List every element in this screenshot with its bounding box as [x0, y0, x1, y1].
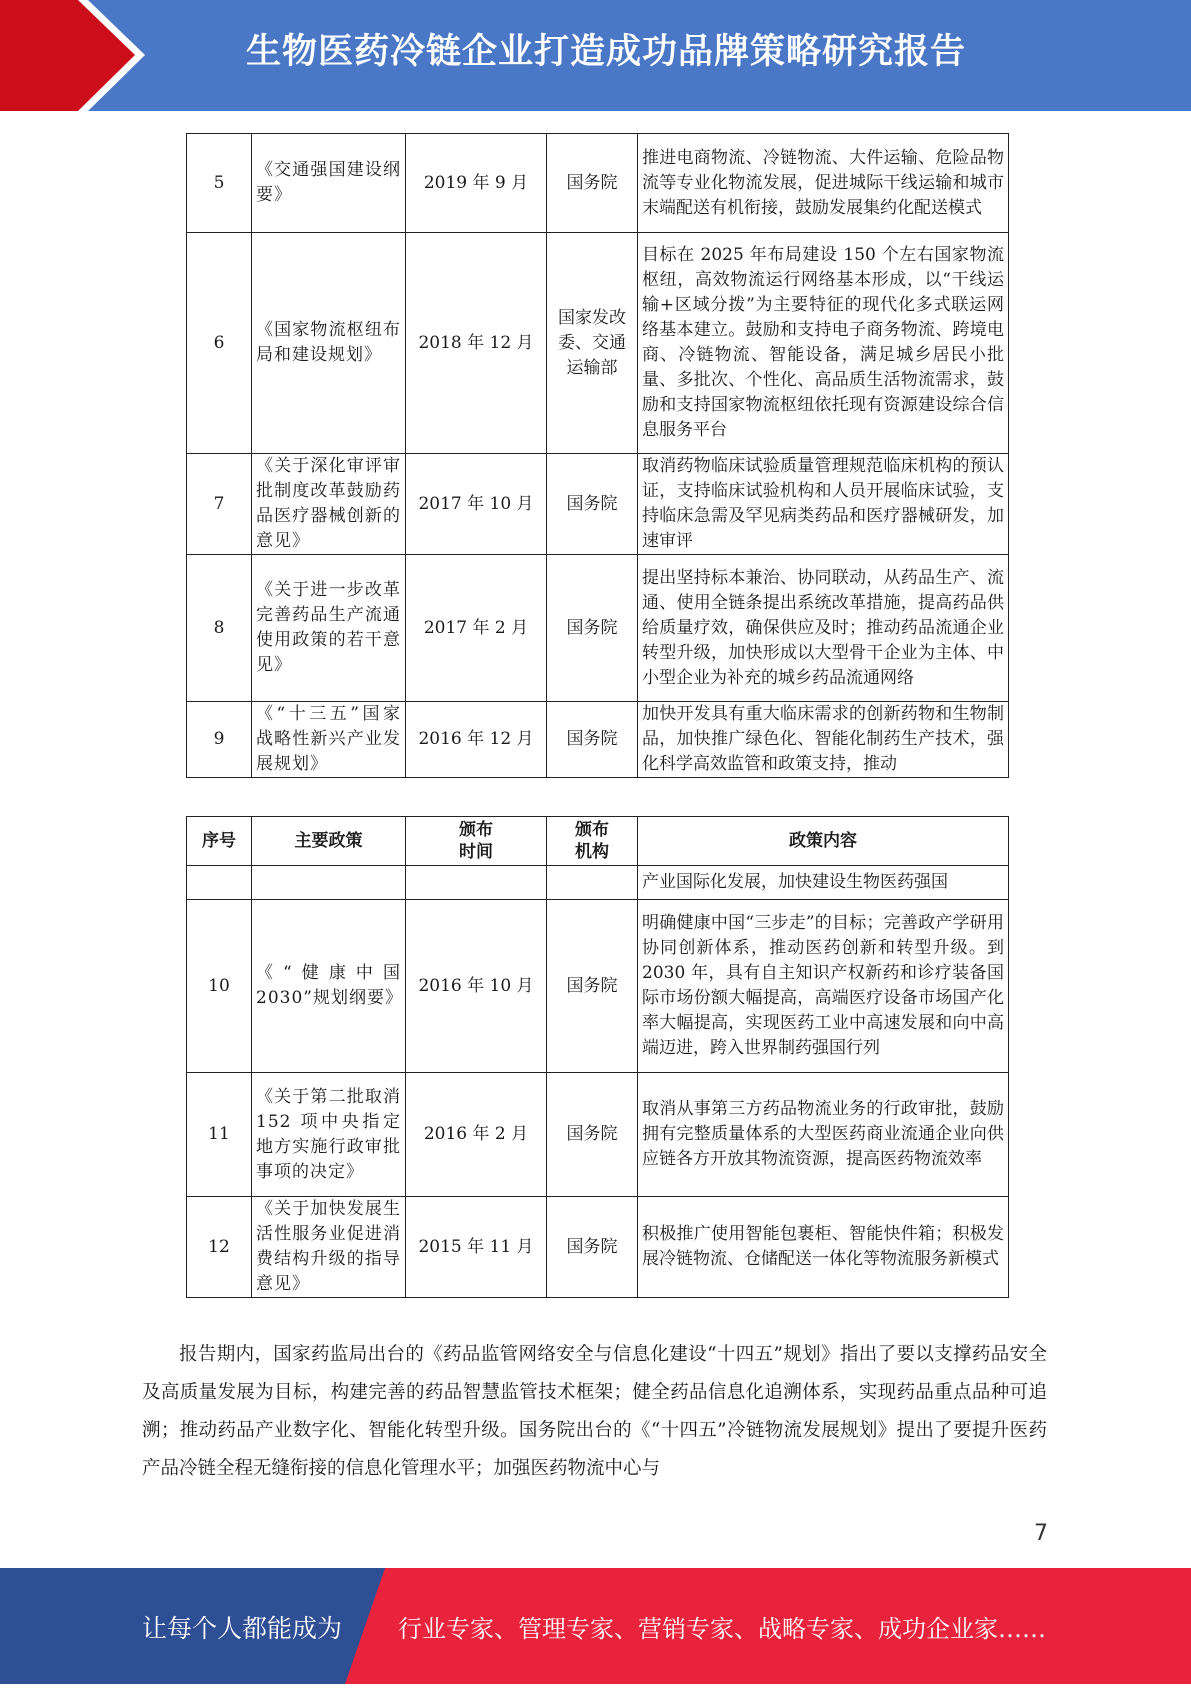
- policy-name: 《国家物流枢纽布局和建设规划》: [252, 233, 406, 454]
- header-number: 序号: [187, 817, 252, 866]
- page-footer: [0, 1568, 1191, 1684]
- issue-date: 2019 年 9 月: [406, 134, 547, 233]
- policy-name: 《关于加快发展生活性服务业促进消费结构升级的指导意见》: [252, 1197, 406, 1298]
- policy-content: 取消药物临床试验质量管理规范临床机构的预认证，支持临床试验机构和人员开展临床试验，支持临床急需及罕见病类药品和医疗器械研发，加速审评: [638, 454, 1009, 555]
- table-row: [187, 1197, 1009, 1298]
- table-row: [187, 702, 1009, 778]
- issuing-agency: 国务院: [547, 702, 638, 778]
- policy-content: 积极推广使用智能包裹柜、智能快件箱；积极发展冷链物流、仓储配送一体化等物流服务新模式: [638, 1197, 1009, 1298]
- policy-content: 提出坚持标本兼治、协同联动，从药品生产、流通、使用全链条提出系统改革措施，提高药品供给质量疗效，确保供应及时；推动药品流通企业转型升级，加快形成以大型骨干企业为主体、中小型企业为补充的城乡药品流通网络: [638, 555, 1009, 702]
- policy-content: 明确健康中国“三步走”的目标；完善政产学研用协同创新体系，推动医药创新和转型升级。到 2030 年，具有自主知识产权新药和诊疗装备国际市场份额大幅提高，高端医疗设备市场国产化率大幅提高，实现医药工业中高速发展和向中高端迈进，跨入世界制药强国行列: [638, 900, 1009, 1073]
- body-paragraph: 报告期内，国家药监局出台的《药品监管网络安全与信息化建设“十四五”规划》指出了要以支撑药品安全及高质量发展为目标，构建完善的药品智慧监管技术框架；健全药品信息化追溯体系，实现药品重点品种可追溯；推动药品产业数字化、智能化转型升级。国务院出台的《“十四五”冷链物流发展规划》提出了要提升医药产品冷链全程无缝衔接的信息化管理水平；加强医药物流中心与: [142, 1344, 1047, 1479]
- issue-date: 2016 年 10 月: [406, 900, 547, 1073]
- issuing-agency: 国务院: [547, 134, 638, 233]
- page-header: [0, 0, 1191, 111]
- policy-table-continued: [186, 133, 1009, 778]
- header-arrow-decoration: [0, 0, 160, 111]
- header-agency: 颁布 机构: [547, 817, 638, 866]
- issue-date: 2016 年 2 月: [406, 1073, 547, 1197]
- footer-slogan-left: 让每个人都能成为: [142, 1614, 343, 1643]
- table-header-row: [187, 817, 1009, 866]
- table-row: [187, 555, 1009, 702]
- header-policy: 主要政策: [252, 817, 406, 866]
- policy-content: 加快开发具有重大临床需求的创新药物和生物制品，加快推广绿色化、智能化制药生产技术，强化科学高效监管和政策支持，推动: [638, 702, 1009, 778]
- issue-date: 2017 年 2 月: [406, 555, 547, 702]
- table-row: [187, 233, 1009, 454]
- policy-content: 取消从事第三方药品物流业务的行政审批，鼓励拥有完整质量体系的大型医药商业流通企业向供应链各方开放其物流资源，提高医药物流效率: [638, 1073, 1009, 1197]
- header-content: 政策内容: [638, 817, 1009, 866]
- table-row: [187, 134, 1009, 233]
- issuing-agency: 国务院: [547, 454, 638, 555]
- table-row-continuation: [187, 866, 1009, 900]
- policy-content: 推进电商物流、冷链物流、大件运输、危险品物流等专业化物流发展，促进城际干线运输和城市末端配送有机衔接，鼓励发展集约化配送模式: [638, 134, 1009, 233]
- report-title: 生物医药冷链企业打造成功品牌策略研究报告: [246, 32, 967, 72]
- issuing-agency: 国务院: [547, 555, 638, 702]
- policy-content: 产业国际化发展，加快建设生物医药强国: [638, 866, 1009, 900]
- issuing-agency: 国务院: [547, 1073, 638, 1197]
- issue-date: 2016 年 12 月: [406, 702, 547, 778]
- issue-date: 2018 年 12 月: [406, 233, 547, 454]
- row-number: 9: [187, 702, 252, 778]
- row-number: 12: [187, 1197, 252, 1298]
- policy-name: 《关于进一步改革完善药品生产流通使用政策的若干意见》: [252, 555, 406, 702]
- policy-name: 《关于深化审评审批制度改革鼓励药品医疗器械创新的意见》: [252, 454, 406, 555]
- issue-date: 2015 年 11 月: [406, 1197, 547, 1298]
- issuing-agency: 国务院: [547, 900, 638, 1073]
- table-row: [187, 900, 1009, 1073]
- table-row: [187, 1073, 1009, 1197]
- row-number: 8: [187, 555, 252, 702]
- policy-name: 《交通强国建设纲要》: [252, 134, 406, 233]
- policy-name: 《“健康中国2030”规划纲要》: [252, 900, 406, 1073]
- footer-slogan-right: 行业专家、管理专家、营销专家、战略专家、成功企业家……: [398, 1615, 1046, 1643]
- issue-date: 2017 年 10 月: [406, 454, 547, 555]
- header-date: 颁布 时间: [406, 817, 547, 866]
- issuing-agency: 国务院: [547, 1197, 638, 1298]
- issuing-agency: 国家发改委、交通运输部: [547, 233, 638, 454]
- row-number: 10: [187, 900, 252, 1073]
- row-number: 11: [187, 1073, 252, 1197]
- row-number: 5: [187, 134, 252, 233]
- policy-name: 《“十三五”国家战略性新兴产业发展规划》: [252, 702, 406, 778]
- policy-content: 目标在 2025 年布局建设 150 个左右国家物流枢纽，高效物流运行网络基本形成，以“干线运输+区域分拨”为主要特征的现代化多式联运网络基本建立。鼓励和支持电子商务物流、跨境电商、冷链物流、智能设备，满足城乡居民小批量、多批次、个性化、高品质生活物流需求，鼓励和支持国家物流枢纽依托现有资源建设综合信息服务平台: [638, 233, 1009, 454]
- page-number: 7: [1034, 1521, 1048, 1546]
- table-row: [187, 454, 1009, 555]
- policy-table: [186, 816, 1009, 1298]
- policy-name: 《关于第二批取消 152 项中央指定地方实施行政审批事项的决定》: [252, 1073, 406, 1197]
- row-number: 7: [187, 454, 252, 555]
- row-number: 6: [187, 233, 252, 454]
